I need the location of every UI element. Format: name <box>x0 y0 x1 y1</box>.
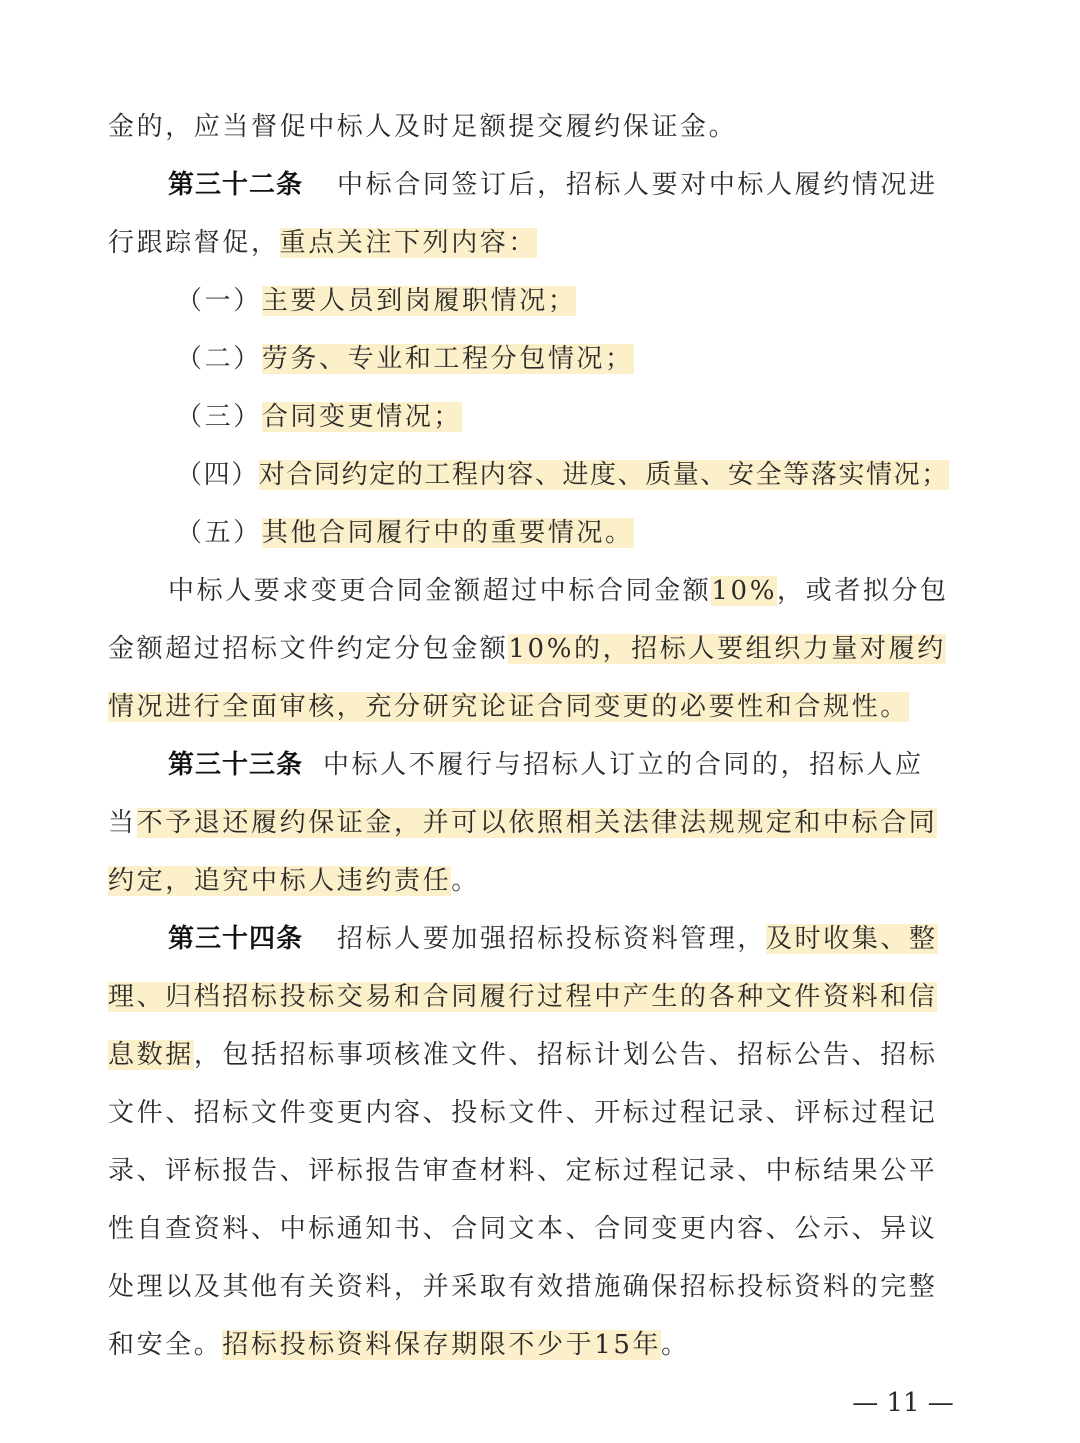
highlighted-text: 10% <box>711 576 777 606</box>
text-line <box>108 678 970 736</box>
text-line <box>108 1026 970 1084</box>
article-33-heading: 第三十三条 <box>168 750 304 780</box>
highlighted-text: 情况进行全面审核，充分研究论证合同变更的必要性和合规性。 <box>108 692 909 722</box>
text-span: 。 <box>451 866 480 896</box>
article-33-line <box>168 736 970 794</box>
highlighted-text: 其他合同履行中的重要情况。 <box>261 518 634 548</box>
highlighted-text: 不予退还履约保证金，并可以依照相关法律法规规定和中标合同 <box>136 808 938 838</box>
highlighted-text: 合同变更情况； <box>261 402 463 432</box>
highlighted-text: 息数据 <box>108 1040 194 1070</box>
highlighted-text: 理、归档招标投标交易和合同履行过程中产生的各种文件资料和信 <box>108 982 938 1012</box>
list-item-1 <box>176 272 970 330</box>
text-line <box>108 968 970 1026</box>
text-span: 性自查资料、中标通知书、合同文本、合同变更内容、公示、异议 <box>108 1214 938 1244</box>
text-span: 处理以及其他有关资料，并采取有效措施确保招标投标资料的完整 <box>108 1272 938 1302</box>
highlighted-text: 约定，追究中标人违约责任 <box>108 866 452 896</box>
text-line <box>108 620 970 678</box>
list-item-3 <box>176 388 970 446</box>
text-line <box>108 98 970 156</box>
highlighted-text: 对合同约定的工程内容、进度、质量、安全等落实情况； <box>258 460 949 490</box>
highlighted-text: 主要人员到岗履职情况； <box>261 286 577 316</box>
highlighted-text: 重点关注下列内容： <box>279 228 538 258</box>
highlighted-text: 招标投标资料保存期限不少于15年 <box>222 1330 662 1360</box>
text-span: 中标合同签订后，招标人要对中标人履约情况进 <box>337 170 938 200</box>
highlighted-text: 劳务、专业和工程分包情况； <box>261 344 634 374</box>
article-34-line <box>168 910 970 968</box>
article-32-heading: 第三十二条 <box>168 170 304 200</box>
text-line <box>108 214 970 272</box>
text-span: ，或者拟分包 <box>777 576 949 606</box>
list-item-5 <box>176 504 970 562</box>
page-number: — 11 — <box>852 1388 954 1418</box>
text-span: 行跟踪督促， <box>108 228 280 258</box>
text-line <box>108 1142 970 1200</box>
text-span: 金的，应当督促中标人及时足额提交履约保证金。 <box>108 112 738 142</box>
text-span: ，包括招标事项核准文件、招标计划公告、招标公告、招标 <box>193 1040 938 1070</box>
list-marker: （三） <box>176 402 262 432</box>
list-marker: （五） <box>176 518 262 548</box>
text-line <box>108 1258 970 1316</box>
text-line <box>108 1200 970 1258</box>
text-span: 中标人不履行与招标人订立的合同的，招标人应 <box>323 750 924 780</box>
text-span: 招标人要加强招标投标资料管理， <box>337 924 767 954</box>
text-span: 文件、招标文件变更内容、投标文件、开标过程记录、评标过程记 <box>108 1098 938 1128</box>
article-32-line <box>168 156 970 214</box>
text-line <box>168 562 970 620</box>
text-line <box>108 1084 970 1142</box>
text-line <box>108 794 970 852</box>
text-span: 金额超过招标文件约定分包金额 <box>108 634 509 664</box>
list-marker: （四） <box>176 460 259 490</box>
text-span: 和安全。 <box>108 1330 223 1360</box>
text-span: 录、评标报告、评标报告审查材料、定标过程记录、中标结果公平 <box>108 1156 938 1186</box>
highlighted-text: 及时收集、整 <box>766 924 938 954</box>
text-span: 中标人要求变更合同金额超过中标合同金额 <box>168 576 712 606</box>
text-span: 当 <box>108 808 137 838</box>
article-34-heading: 第三十四条 <box>168 924 304 954</box>
highlighted-text: 10%的，招标人要组织力量对履约 <box>508 634 946 664</box>
text-line <box>108 852 970 910</box>
text-span: 。 <box>661 1330 690 1360</box>
list-marker: （一） <box>176 286 262 316</box>
list-marker: （二） <box>176 344 262 374</box>
list-item-4 <box>176 446 970 504</box>
text-line <box>108 1316 970 1374</box>
list-item-2 <box>176 330 970 388</box>
